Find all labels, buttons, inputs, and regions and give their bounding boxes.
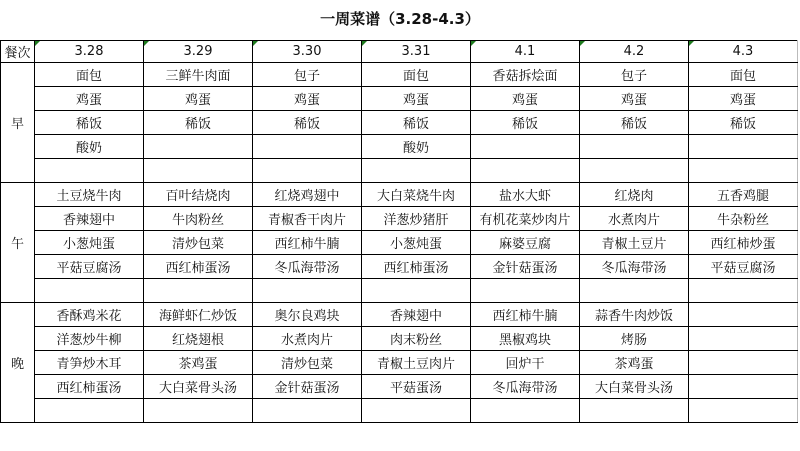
dish-cell[interactable]: 稀饭 <box>253 111 362 135</box>
dish-cell[interactable] <box>144 279 253 303</box>
table-row <box>1 231 798 255</box>
table-row <box>1 87 798 111</box>
header-cell-day[interactable]: 4.3 <box>689 41 798 63</box>
dish-cell[interactable]: 盐水大虾 <box>471 183 580 207</box>
dish-cell[interactable] <box>689 375 798 399</box>
dish-cell[interactable]: 包子 <box>253 63 362 87</box>
dish-cell[interactable]: 稀饭 <box>144 111 253 135</box>
dish-cell[interactable] <box>689 303 798 327</box>
dish-cell[interactable]: 小葱炖蛋 <box>35 231 144 255</box>
header-cell-day[interactable]: 3.31 <box>362 41 471 63</box>
dish-cell[interactable] <box>580 279 689 303</box>
dish-cell[interactable]: 蒜香牛肉炒饭 <box>580 303 689 327</box>
menu-body <box>1 63 798 423</box>
dish-cell[interactable]: 金针菇蛋汤 <box>471 255 580 279</box>
dish-cell[interactable] <box>362 159 471 183</box>
dish-cell[interactable]: 洋葱炒猪肝 <box>362 207 471 231</box>
table-row <box>1 183 798 207</box>
header-cell-day[interactable]: 3.30 <box>253 41 362 63</box>
table-row <box>1 255 798 279</box>
dish-cell[interactable] <box>689 327 798 351</box>
dish-cell[interactable]: 稀饭 <box>362 111 471 135</box>
menu-table <box>0 40 798 423</box>
dish-cell[interactable]: 香菇拆烩面 <box>471 63 580 87</box>
comment-marker-icon <box>35 41 40 46</box>
dish-cell[interactable]: 鸡蛋 <box>35 87 144 111</box>
dish-cell[interactable]: 茶鸡蛋 <box>144 351 253 375</box>
table-row <box>1 207 798 231</box>
dish-cell[interactable] <box>580 399 689 423</box>
comment-marker-icon <box>689 41 694 46</box>
dish-cell[interactable]: 香辣翅中 <box>35 207 144 231</box>
dish-cell[interactable]: 西红柿蛋汤 <box>144 255 253 279</box>
dish-cell[interactable]: 面包 <box>35 63 144 87</box>
dish-cell[interactable]: 百叶结烧肉 <box>144 183 253 207</box>
dish-cell[interactable] <box>35 159 144 183</box>
dish-cell[interactable]: 金针菇蛋汤 <box>253 375 362 399</box>
dish-cell[interactable]: 红烧翅根 <box>144 327 253 351</box>
dish-cell[interactable]: 小葱炖蛋 <box>362 231 471 255</box>
dish-cell[interactable]: 红烧鸡翅中 <box>253 183 362 207</box>
table-row <box>1 399 798 423</box>
dish-cell[interactable]: 红烧肉 <box>580 183 689 207</box>
meal-label-breakfast[interactable]: 早 <box>1 63 35 183</box>
dish-cell[interactable] <box>35 399 144 423</box>
dish-cell[interactable]: 平菇豆腐汤 <box>689 255 798 279</box>
dish-cell[interactable]: 清炒包菜 <box>144 231 253 255</box>
dish-cell[interactable]: 酸奶 <box>362 135 471 159</box>
dish-cell[interactable]: 鸡蛋 <box>144 87 253 111</box>
dish-cell[interactable]: 包子 <box>580 63 689 87</box>
dish-cell[interactable] <box>144 135 253 159</box>
dish-cell[interactable]: 西红柿蛋汤 <box>35 375 144 399</box>
dish-cell[interactable] <box>471 135 580 159</box>
dish-cell[interactable] <box>253 135 362 159</box>
dish-cell[interactable]: 牛杂粉丝 <box>689 207 798 231</box>
dish-cell[interactable]: 青椒香干肉片 <box>253 207 362 231</box>
comment-marker-icon <box>471 41 476 46</box>
dish-cell[interactable]: 稀饭 <box>35 111 144 135</box>
dish-cell[interactable]: 稀饭 <box>471 111 580 135</box>
table-row <box>1 279 798 303</box>
dish-cell[interactable]: 稀饭 <box>689 111 798 135</box>
dish-cell[interactable] <box>471 399 580 423</box>
comment-marker-icon <box>144 41 149 46</box>
dish-cell[interactable]: 酸奶 <box>35 135 144 159</box>
header-row <box>1 41 798 63</box>
dish-cell[interactable] <box>689 279 798 303</box>
comment-marker-icon <box>253 41 258 46</box>
comment-marker-icon <box>362 41 367 46</box>
dish-cell[interactable]: 鸡蛋 <box>580 87 689 111</box>
table-row <box>1 135 798 159</box>
dish-cell[interactable]: 麻婆豆腐 <box>471 231 580 255</box>
page-title: 一周菜谱（3.28-4.3） <box>320 10 480 28</box>
dish-cell[interactable]: 青椒土豆肉片 <box>362 351 471 375</box>
dish-cell[interactable] <box>580 159 689 183</box>
dish-cell[interactable]: 面包 <box>362 63 471 87</box>
dish-cell[interactable] <box>144 159 253 183</box>
dish-cell[interactable]: 清炒包菜 <box>253 351 362 375</box>
table-row <box>1 375 798 399</box>
dish-cell[interactable]: 水煮肉片 <box>580 207 689 231</box>
dish-cell[interactable]: 有机花菜炒肉片 <box>471 207 580 231</box>
dish-cell[interactable]: 西红柿炒蛋 <box>689 231 798 255</box>
dish-cell[interactable]: 鸡蛋 <box>362 87 471 111</box>
dish-cell[interactable]: 冬瓜海带汤 <box>253 255 362 279</box>
dish-cell[interactable]: 青笋炒木耳 <box>35 351 144 375</box>
dish-cell[interactable]: 大白菜骨头汤 <box>580 375 689 399</box>
header-cell-meal[interactable]: 餐次 <box>1 41 35 63</box>
table-row <box>1 159 798 183</box>
header-cell-day[interactable]: 4.2 <box>580 41 689 63</box>
dish-cell[interactable]: 大白菜骨头汤 <box>144 375 253 399</box>
dish-cell[interactable] <box>580 135 689 159</box>
header-cell-day[interactable]: 3.28 <box>35 41 144 63</box>
dish-cell[interactable]: 肉末粉丝 <box>362 327 471 351</box>
table-row <box>1 303 798 327</box>
dish-cell[interactable]: 奥尔良鸡块 <box>253 303 362 327</box>
dish-cell[interactable] <box>471 279 580 303</box>
dish-cell[interactable]: 烤肠 <box>580 327 689 351</box>
table-row <box>1 327 798 351</box>
table-row <box>1 111 798 135</box>
dish-cell[interactable]: 冬瓜海带汤 <box>471 375 580 399</box>
dish-cell[interactable]: 稀饭 <box>580 111 689 135</box>
dish-cell[interactable]: 面包 <box>689 63 798 87</box>
dish-cell[interactable]: 土豆烧牛肉 <box>35 183 144 207</box>
dish-cell[interactable]: 香酥鸡米花 <box>35 303 144 327</box>
header-cell-day[interactable]: 4.1 <box>471 41 580 63</box>
dish-cell[interactable]: 大白菜烧牛肉 <box>362 183 471 207</box>
dish-cell[interactable]: 鸡蛋 <box>253 87 362 111</box>
dish-cell[interactable]: 牛肉粉丝 <box>144 207 253 231</box>
meal-label-dinner[interactable]: 晚 <box>1 303 35 423</box>
dish-cell[interactable]: 洋葱炒牛柳 <box>35 327 144 351</box>
dish-cell[interactable] <box>689 351 798 375</box>
comment-marker-icon <box>580 41 585 46</box>
dish-cell[interactable] <box>253 159 362 183</box>
dish-cell[interactable] <box>689 399 798 423</box>
dish-cell[interactable]: 西红柿牛腩 <box>253 231 362 255</box>
dish-cell[interactable]: 回炉干 <box>471 351 580 375</box>
dish-cell[interactable] <box>689 135 798 159</box>
dish-cell[interactable] <box>362 279 471 303</box>
dish-cell[interactable]: 水煮肉片 <box>253 327 362 351</box>
table-row <box>1 351 798 375</box>
dish-cell[interactable]: 西红柿蛋汤 <box>362 255 471 279</box>
dish-cell[interactable]: 青椒土豆片 <box>580 231 689 255</box>
dish-cell[interactable]: 黑椒鸡块 <box>471 327 580 351</box>
dish-cell[interactable]: 三鲜牛肉面 <box>144 63 253 87</box>
dish-cell[interactable]: 香辣翅中 <box>362 303 471 327</box>
dish-cell[interactable]: 五香鸡腿 <box>689 183 798 207</box>
header-cell-day[interactable]: 3.29 <box>144 41 253 63</box>
dish-cell[interactable] <box>471 159 580 183</box>
dish-cell[interactable] <box>689 159 798 183</box>
dish-cell[interactable]: 茶鸡蛋 <box>580 351 689 375</box>
dish-cell[interactable]: 海鲜虾仁炒饭 <box>144 303 253 327</box>
dish-cell[interactable]: 冬瓜海带汤 <box>580 255 689 279</box>
dish-cell[interactable]: 鸡蛋 <box>471 87 580 111</box>
dish-cell[interactable] <box>253 279 362 303</box>
dish-cell[interactable]: 平菇豆腐汤 <box>35 255 144 279</box>
dish-cell[interactable] <box>253 399 362 423</box>
dish-cell[interactable]: 西红柿牛腩 <box>471 303 580 327</box>
table-row <box>1 63 798 87</box>
dish-cell[interactable] <box>35 279 144 303</box>
dish-cell[interactable] <box>144 399 253 423</box>
dish-cell[interactable]: 平菇蛋汤 <box>362 375 471 399</box>
dish-cell[interactable] <box>362 399 471 423</box>
meal-label-lunch[interactable]: 午 <box>1 183 35 303</box>
dish-cell[interactable]: 鸡蛋 <box>689 87 798 111</box>
